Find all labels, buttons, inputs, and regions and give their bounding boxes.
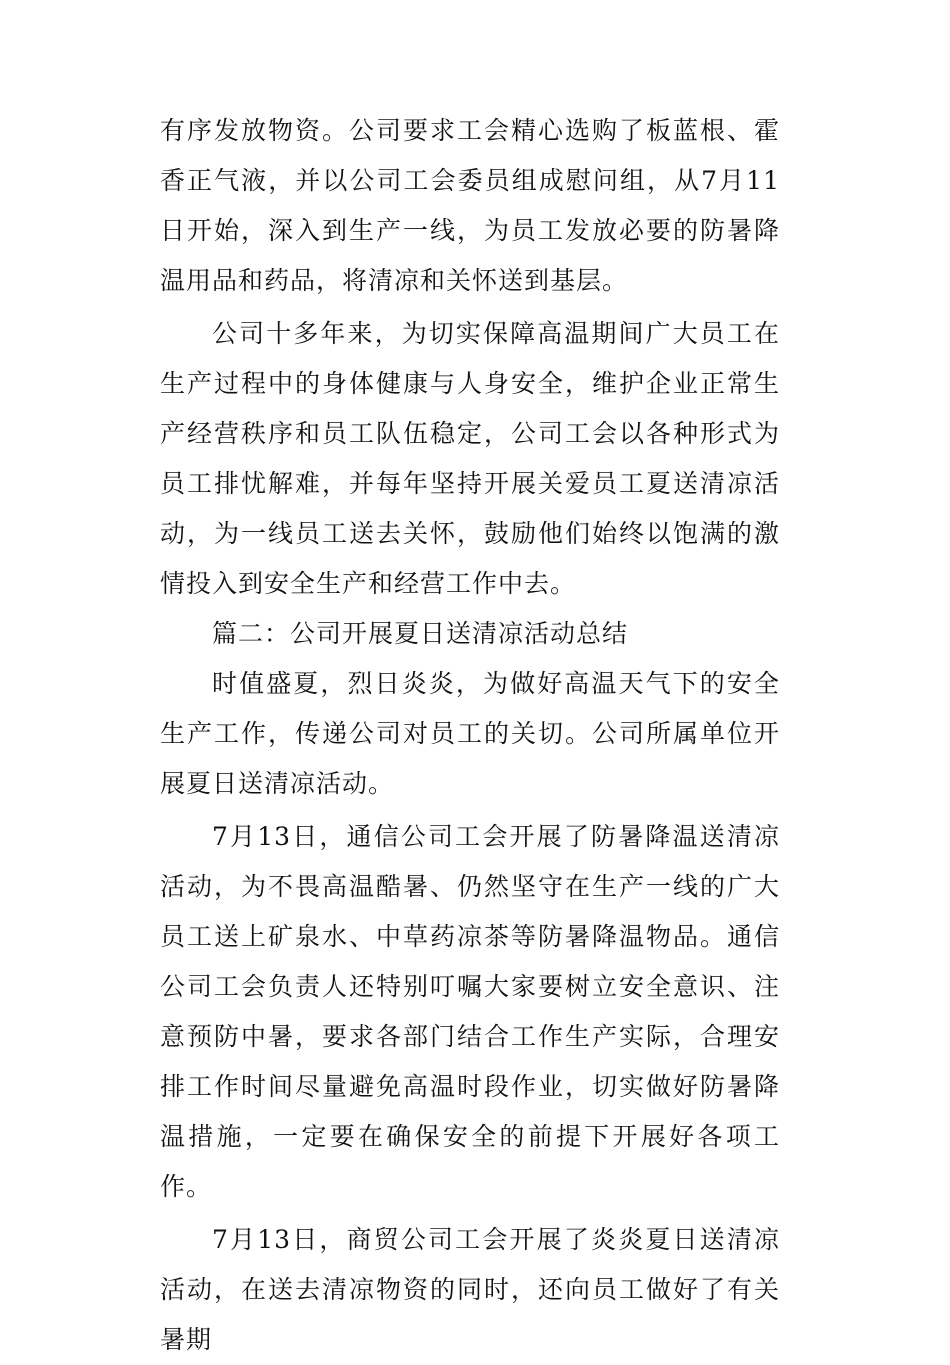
document-body bbox=[160, 106, 780, 1365]
paragraph: 7月13日，商贸公司工会开展了炎炎夏日送清凉活动，在送去清凉物资的同时，还向员工做好了有关暑期 bbox=[160, 1225, 780, 1354]
paragraph: 时值盛夏，烈日炎炎，为做好高温天气下的安全生产工作，传递公司对员工的关切。公司所属单位开展夏日送清凉活动。 bbox=[160, 669, 780, 798]
paragraph-continued: 有序发放物资。公司要求工会精心选购了板蓝根、霍香正气液，并以公司工会委员组成慰问组，从7月11日开始，深入到生产一线，为员工发放必要的防暑降温用品和药品，将清凉和关怀送到基层。 bbox=[160, 116, 780, 295]
section-heading: 篇二：公司开展夏日送清凉活动总结 bbox=[212, 619, 629, 648]
paragraph: 7月13日，通信公司工会开展了防暑降温送清凉活动，为不畏高温酷暑、仍然坚守在生产一线的广大员工送上矿泉水、中草药凉茶等防暑降温物品。通信公司工会负责人还特别叮嘱大家要树立安全意识、注意预防中暑，要求各部门结合工作生产实际，合理安排工作时间尽量避免高温时段作业，切实做好防暑降温措施，一定要在确保安全的前提下开展好各项工作。 bbox=[160, 822, 780, 1201]
paragraph: 公司十多年来，为切实保障高温期间广大员工在生产过程中的身体健康与人身安全，维护企业正常生产经营秩序和员工队伍稳定，公司工会以各种形式为员工排忧解难，并每年坚持开展关爱员工夏送清凉活动，为一线员工送去关怀，鼓励他们始终以饱满的激情投入到安全生产和经营工作中去。 bbox=[160, 319, 780, 598]
